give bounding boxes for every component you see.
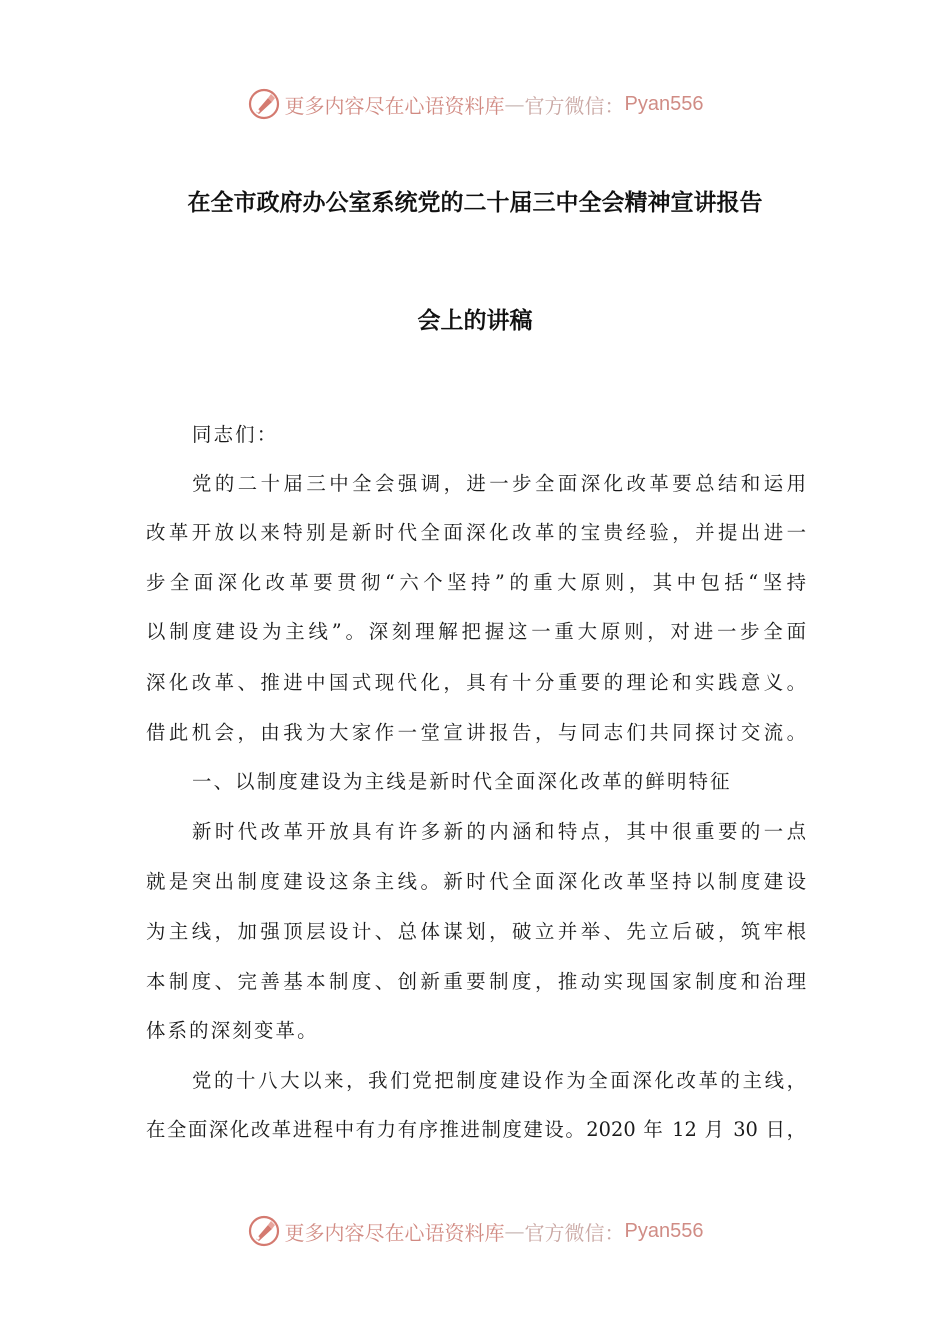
watermark-text-wechat: 官方微信：: [524, 93, 625, 118]
watermark-brand: Pyan556: [624, 1219, 704, 1242]
paragraph-line: 党的二十届三中全会强调，进一步全面深化改革要总结和运用: [192, 472, 806, 495]
watermark-dash: —: [504, 1219, 525, 1243]
paragraph-line: 为主线，加强顶层设计、总体谋划，破立并举、先立后破，筑牢根: [146, 920, 806, 943]
watermark-footer: [0, 1211, 950, 1251]
paragraph-line: 深化改革、推进中国式现代化，具有十分重要的理论和实践意义。: [146, 671, 806, 694]
section-heading: 一、以制度建设为主线是新时代全面深化改革的鲜明特征: [192, 770, 732, 793]
paragraph-line: 本制度、完善基本制度、创新重要制度，推动实现国家制度和治理: [146, 970, 806, 993]
salutation: 同志们：: [192, 423, 279, 446]
watermark-text-wechat: 官方微信：: [524, 1220, 625, 1245]
document-title-line-2: 会上的讲稿: [417, 308, 533, 334]
paragraph-line: 党的十八大以来，我们党把制度建设作为全面深化改革的主线，: [192, 1069, 806, 1092]
paragraph-line: 步全面深化改革要贯彻“六个坚持”的重大原则，其中包括“坚持: [146, 571, 806, 594]
watermark-header: [0, 84, 950, 124]
paragraph-line: 新时代改革开放具有许多新的内涵和特点，其中很重要的一点: [192, 820, 806, 843]
watermark-dash: —: [504, 92, 525, 116]
paragraph-line: 改革开放以来特别是新时代全面深化改革的宝贵经验，并提出进一: [146, 521, 806, 544]
paragraph-line: 就是突出制度建设这条主线。新时代全面深化改革坚持以制度建设: [146, 870, 806, 893]
paragraph-line: 体系的深刻变革。: [146, 1019, 319, 1042]
pen-nib-icon: [247, 1214, 281, 1248]
pen-nib-icon: [247, 87, 281, 121]
watermark-text-main: 更多内容尽在心语资料库: [284, 1220, 505, 1245]
paragraph-line: 借此机会，由我为大家作一堂宣讲报告，与同志们共同探讨交流。: [146, 721, 806, 744]
paragraph-line: 在全面深化改革进程中有力有序推进制度建设。2020 年 12 月 30 日，: [146, 1118, 806, 1141]
watermark-text-main: 更多内容尽在心语资料库: [284, 93, 505, 118]
watermark-brand: Pyan556: [624, 92, 704, 115]
document-title-line-1: 在全市政府办公室系统党的二十届三中全会精神宣讲报告: [187, 190, 763, 216]
paragraph-line: 以制度建设为主线”。深刻理解把握这一重大原则，对进一步全面: [146, 620, 806, 643]
